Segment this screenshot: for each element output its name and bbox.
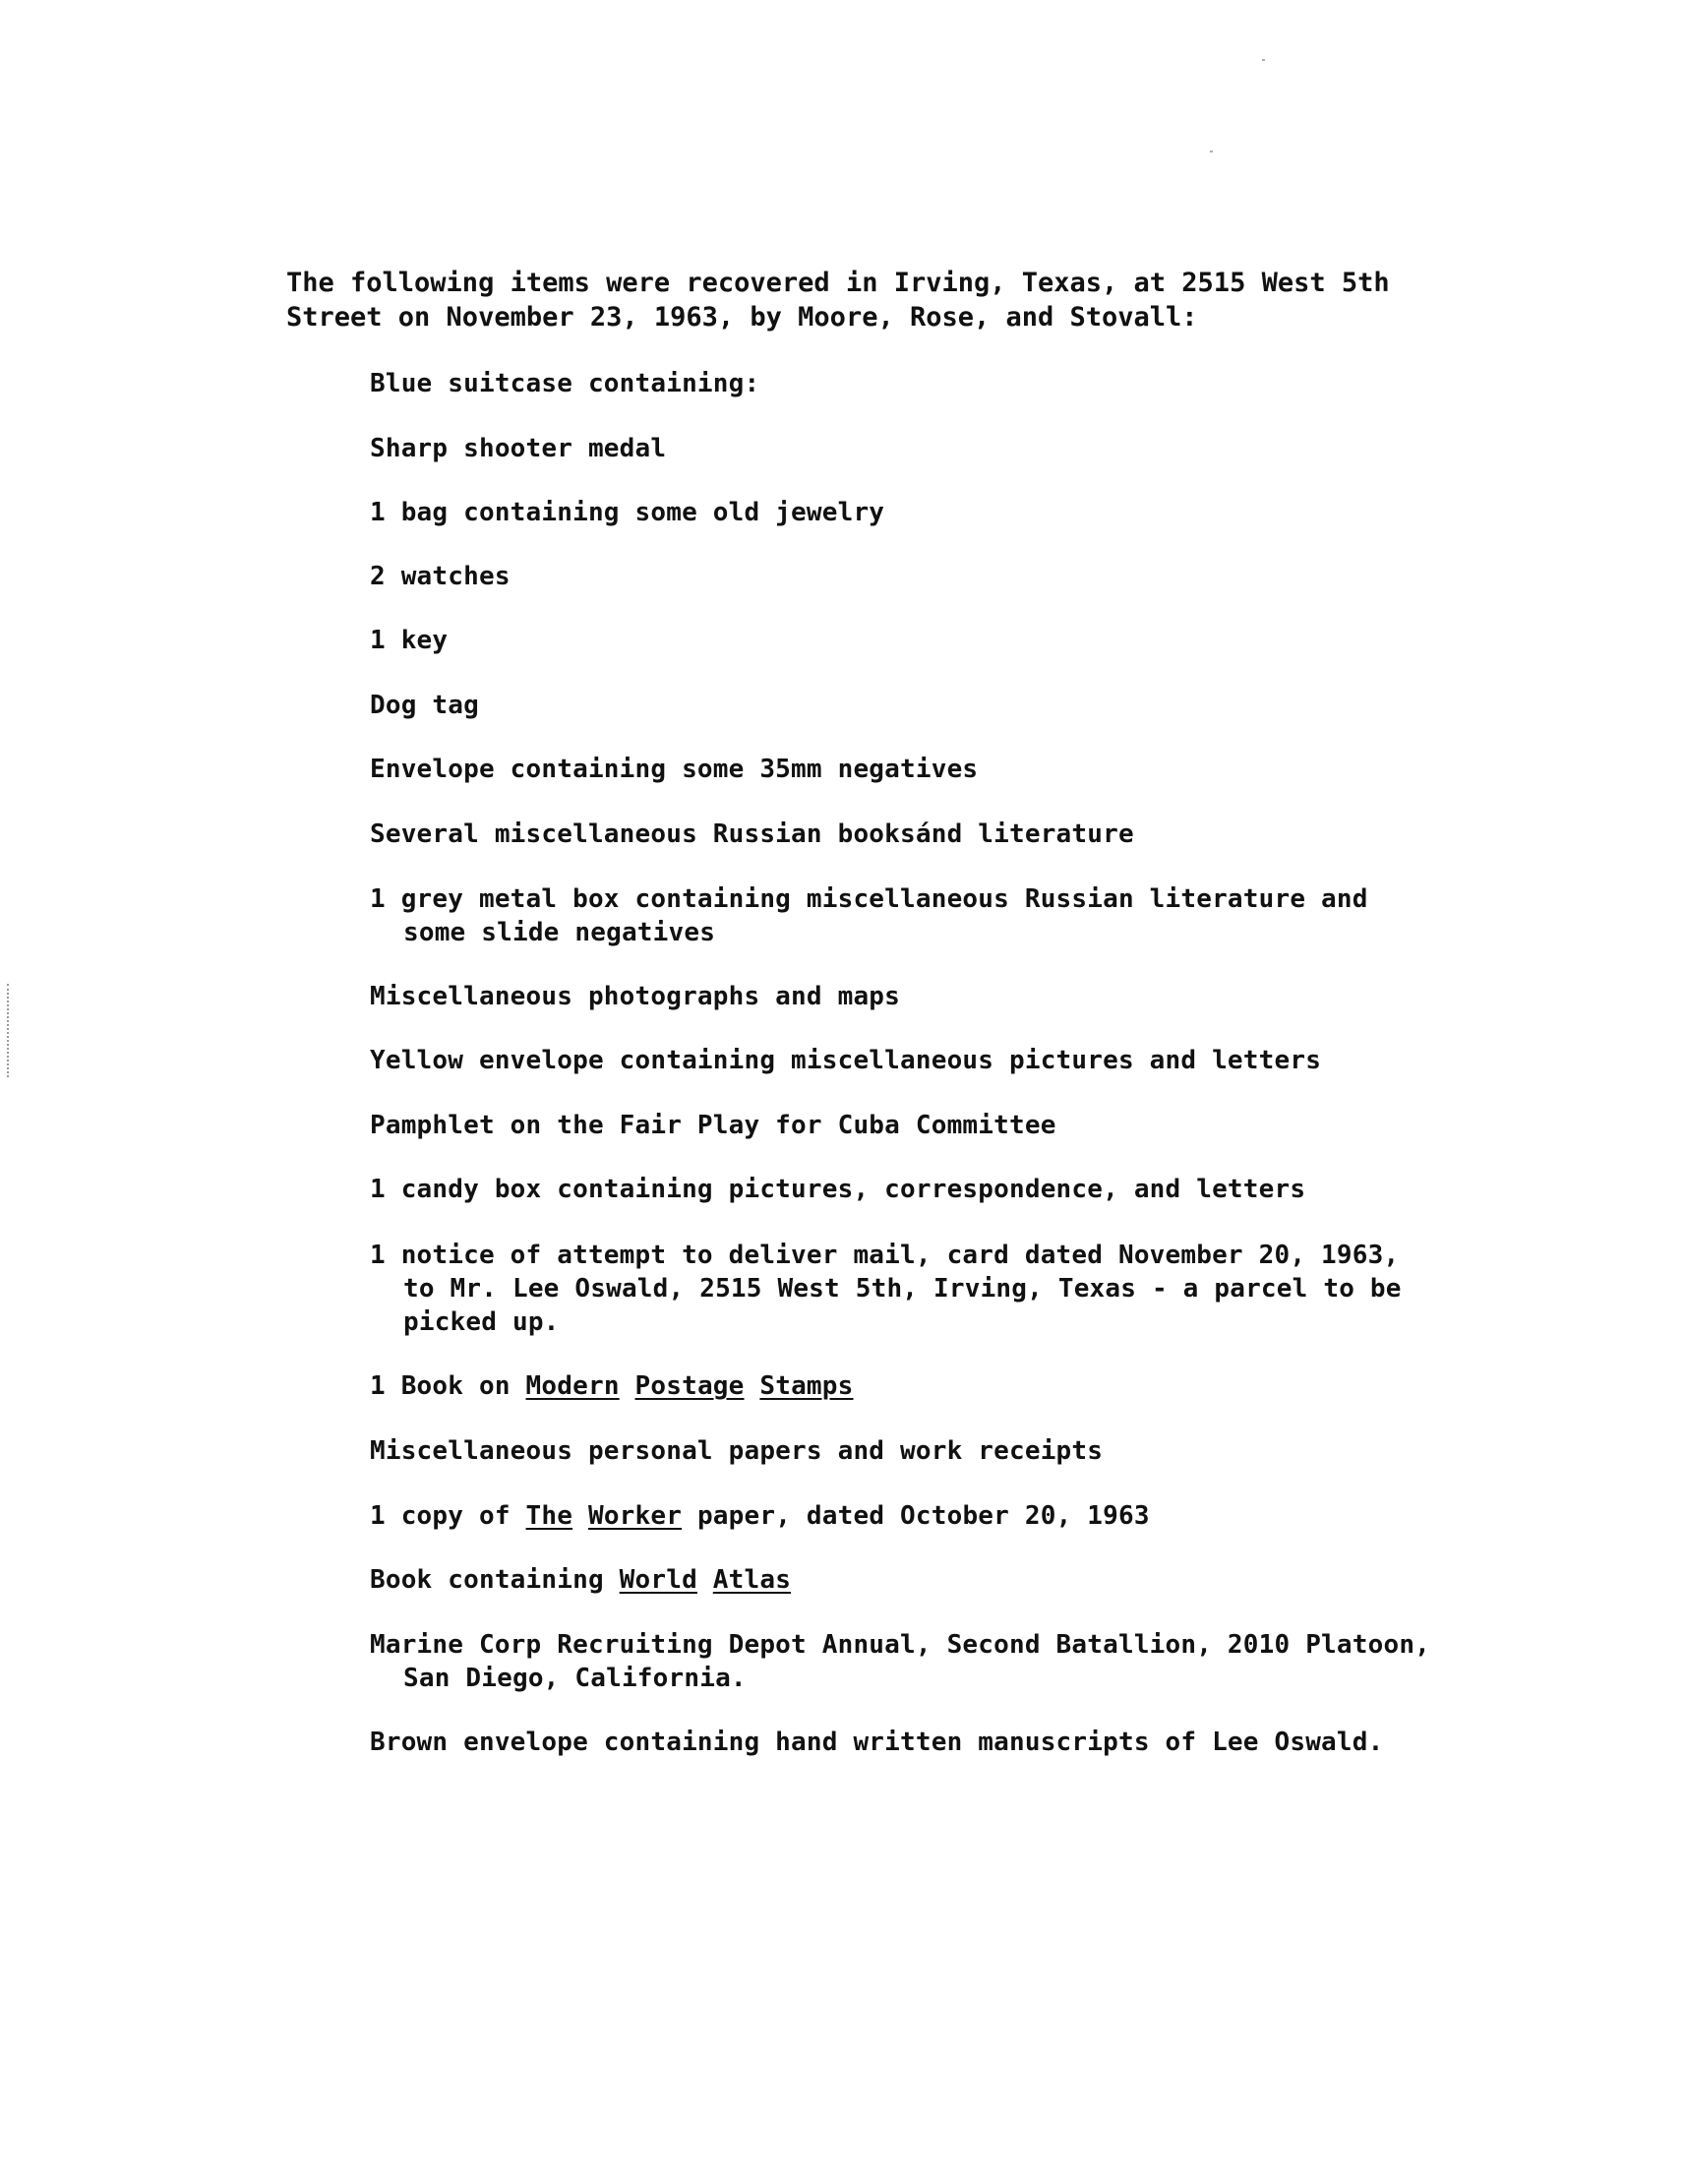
item-text: Book containing [370, 1565, 620, 1595]
list-item: Sharp shooter medal [370, 434, 667, 463]
underlined-title-word: Worker [587, 1501, 683, 1531]
underlined-title-word: Stamps [759, 1371, 854, 1401]
list-item [370, 1499, 1150, 1533]
list-item-line: picked up. [403, 1307, 560, 1337]
list-item [370, 1239, 1402, 1339]
list-item: Envelope containing some 35mm negatives [370, 755, 979, 784]
list-item-line: to Mr. Lee Oswald, 2515 West 5th, Irving, Texas - a parcel to be [403, 1274, 1402, 1304]
list-item: 1 bag containing some old jewelry [370, 498, 885, 527]
list-item: Blue suitcase containing: [370, 369, 760, 398]
list-item: Miscellaneous personal papers and work receipts [370, 1436, 1104, 1466]
underlined-title-word: World [619, 1565, 697, 1595]
list-item-line: San Diego, California. [403, 1664, 747, 1693]
list-item: Dog tag [370, 691, 479, 720]
intro-line: The following items were recovered in Irving, Texas, at 2515 West 5th [286, 268, 1390, 298]
list-item: Several miscellaneous Russian booksánd literature [370, 819, 1134, 849]
list-item [370, 1628, 1430, 1695]
list-item: Pamphlet on the Fair Play for Cuba Committee [370, 1111, 1056, 1140]
list-item: 2 watches [370, 562, 511, 591]
underlined-title-word: The [525, 1501, 573, 1531]
intro-line: Street on November 23, 1963, by Moore, Rose, and Stovall: [286, 302, 1198, 333]
list-item: Yellow envelope containing miscellaneous pictures and letters [370, 1046, 1322, 1075]
underlined-title-word: Atlas [712, 1565, 792, 1595]
item-text: paper, dated October 20, 1963 [682, 1501, 1150, 1531]
list-item-line: some slide negatives [403, 918, 716, 947]
margin-mark [7, 984, 11, 1077]
list-item: Brown envelope containing hand written manuscripts of Lee Oswald. [370, 1728, 1384, 1757]
underlined-title-word: Modern [525, 1371, 620, 1401]
list-item-line: 1 grey metal box containing miscellaneous Russian literature and [370, 884, 1368, 914]
scan-speck [1210, 151, 1213, 152]
list-item-line: 1 notice of attempt to deliver mail, card dated November 20, 1963, [370, 1241, 1400, 1270]
list-item [370, 1563, 791, 1597]
list-item [370, 882, 1368, 949]
scan-speck [1262, 59, 1265, 61]
underlined-title-word: Postage [634, 1371, 745, 1401]
item-text: 1 Book on [370, 1371, 526, 1401]
list-item-line: Marine Corp Recruiting Depot Annual, Second Batallion, 2010 Platoon, [370, 1630, 1431, 1660]
list-item: 1 key [370, 626, 449, 655]
list-item [370, 1369, 854, 1403]
list-item: 1 candy box containing pictures, correspondence, and letters [370, 1175, 1306, 1204]
list-item: Miscellaneous photographs and maps [370, 982, 901, 1011]
intro-paragraph [286, 266, 1467, 334]
item-text: 1 copy of [370, 1501, 526, 1531]
